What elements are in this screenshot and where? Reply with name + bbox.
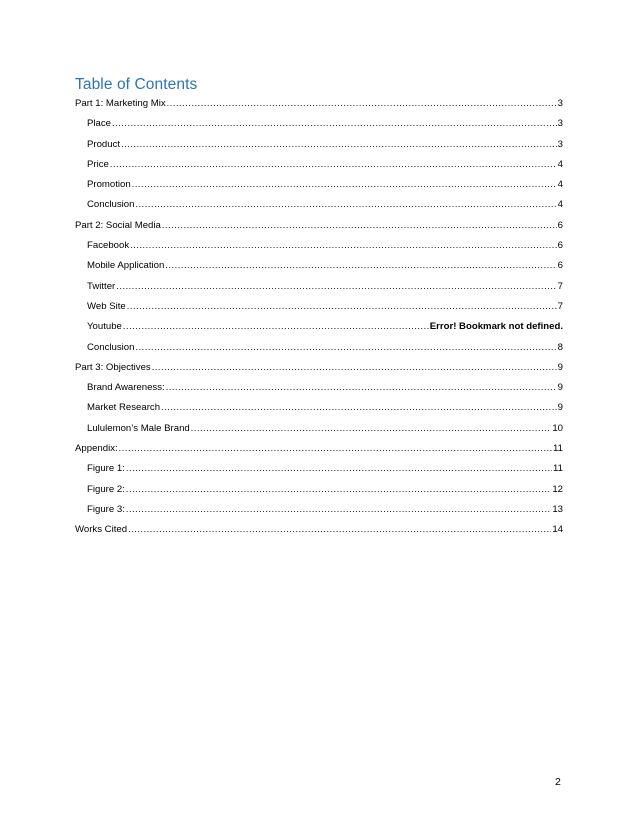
toc-entry-title[interactable]: Product	[87, 138, 121, 150]
toc-entry-title[interactable]: Price	[87, 158, 109, 170]
toc-entry-page: 3	[557, 98, 563, 109]
toc-entry-title[interactable]: Facebook	[87, 240, 130, 252]
toc-entry-page: 11	[553, 443, 563, 455]
toc-entry[interactable]	[75, 461, 563, 481]
toc-entry[interactable]	[75, 299, 563, 319]
toc-dot-leader	[112, 116, 557, 130]
toc-entry-page: 6	[557, 219, 563, 231]
toc-dot-leader	[116, 279, 556, 293]
toc-entry[interactable]	[75, 279, 563, 299]
toc-entry-page: 4	[557, 199, 563, 211]
toc-entry-page: 6	[557, 260, 563, 272]
toc-entry-page: 11	[553, 463, 563, 475]
toc-entry-page: 4	[557, 158, 563, 170]
toc-entry-title[interactable]: Brand Awareness:	[87, 382, 165, 394]
toc-entry[interactable]	[75, 482, 563, 502]
toc-entry[interactable]	[75, 522, 563, 542]
toc-dot-leader	[127, 299, 557, 313]
toc-dot-leader	[152, 360, 557, 374]
toc-entry[interactable]	[75, 177, 563, 197]
toc-entry[interactable]	[75, 157, 563, 177]
toc-dot-leader	[119, 441, 552, 455]
toc-list	[75, 96, 563, 543]
toc-entry[interactable]	[75, 116, 563, 136]
toc-entry[interactable]	[75, 258, 563, 278]
toc-dot-leader	[128, 522, 551, 536]
toc-entry-title[interactable]: Place	[87, 118, 111, 130]
toc-dot-leader	[121, 137, 557, 151]
toc-heading: Table of Contents	[75, 76, 198, 93]
toc-entry[interactable]	[75, 380, 563, 400]
toc-entry-title[interactable]: Lululemon’s Male Brand	[87, 422, 190, 434]
toc-entry-page-error: Error! Bookmark not defined.	[429, 321, 563, 333]
toc-entry-title[interactable]: Appendix:	[75, 443, 118, 455]
toc-entry[interactable]	[75, 441, 563, 461]
toc-entry-page: 10	[552, 422, 563, 434]
toc-entry-title[interactable]: Figure 2:	[87, 483, 125, 495]
toc-entry[interactable]	[75, 137, 563, 157]
toc-entry[interactable]	[75, 96, 563, 116]
toc-dot-leader	[167, 96, 557, 110]
toc-entry-page: 13	[552, 503, 563, 515]
toc-dot-leader	[161, 400, 557, 414]
toc-entry-title[interactable]: Figure 1:	[87, 463, 125, 475]
toc-entry-title[interactable]: Part 3: Objectives	[75, 361, 151, 373]
toc-entry-page: 8	[557, 341, 563, 353]
toc-dot-leader	[123, 319, 429, 333]
toc-dot-leader	[165, 258, 556, 272]
toc-dot-leader	[126, 482, 551, 496]
toc-entry-page: 7	[557, 280, 563, 292]
toc-entry-title[interactable]: Figure 3:	[87, 503, 125, 515]
toc-entry[interactable]	[75, 197, 563, 217]
toc-entry-page: 3	[557, 138, 563, 150]
toc-entry-page: 14	[552, 524, 563, 536]
toc-dot-leader	[191, 421, 552, 435]
toc-dot-leader	[132, 177, 557, 191]
toc-entry[interactable]	[75, 502, 563, 522]
toc-entry[interactable]	[75, 238, 563, 258]
toc-dot-leader	[135, 197, 556, 211]
toc-entry-page: 4	[557, 179, 563, 191]
toc-entry-title[interactable]: Web Site	[87, 300, 126, 312]
toc-entry-title[interactable]: Conclusion	[87, 341, 135, 353]
toc-entry-title[interactable]: Promotion	[87, 179, 131, 191]
toc-entry[interactable]	[75, 319, 563, 339]
toc-entry[interactable]	[75, 340, 563, 360]
toc-entry-title[interactable]: Part 1: Marketing Mix	[75, 98, 166, 109]
toc-entry-page: 9	[557, 361, 563, 373]
toc-dot-leader	[110, 157, 557, 171]
toc-dot-leader	[135, 340, 556, 354]
toc-dot-leader	[166, 380, 557, 394]
toc-dot-leader	[162, 218, 557, 232]
toc-entry-page: 9	[557, 402, 563, 414]
toc-entry[interactable]	[75, 360, 563, 380]
toc-entry-title[interactable]: Part 2: Social Media	[75, 219, 161, 231]
toc-entry-page: 9	[557, 382, 563, 394]
toc-entry-title[interactable]: Market Research	[87, 402, 161, 414]
toc-entry-page: 6	[557, 240, 563, 252]
toc-entry[interactable]	[75, 421, 563, 441]
toc-entry-title[interactable]: Youtube	[87, 321, 122, 333]
toc-entry-title[interactable]: Twitter	[87, 280, 116, 292]
toc-dot-leader	[126, 461, 552, 475]
toc-entry-page: 3	[557, 118, 563, 130]
toc-entry-title[interactable]: Conclusion	[87, 199, 135, 211]
toc-dot-leader	[130, 238, 557, 252]
toc-entry[interactable]	[75, 400, 563, 420]
toc-entry-page: 7	[557, 300, 563, 312]
toc-entry-title[interactable]: Mobile Application	[87, 260, 165, 272]
toc-entry[interactable]	[75, 218, 563, 238]
page-number: 2	[555, 776, 561, 788]
toc-entry-page: 12	[552, 483, 563, 495]
toc-dot-leader	[126, 502, 551, 516]
toc-entry-title[interactable]: Works Cited	[75, 524, 128, 536]
